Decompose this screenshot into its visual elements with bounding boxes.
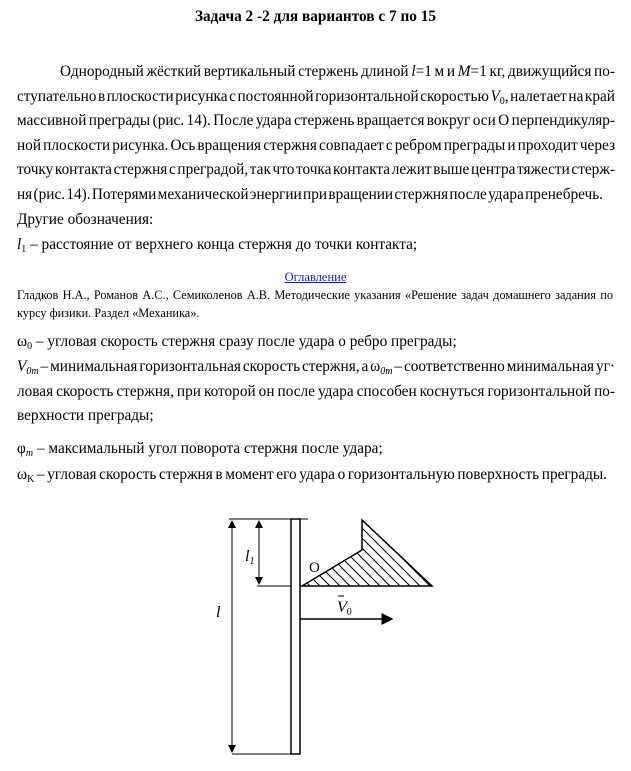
text-line: верхности преграды; bbox=[17, 407, 154, 424]
text-line: ловая скорость стержня, при которой он после удара способен коснуться горизонтальной по- bbox=[17, 383, 615, 400]
text-line: $V_{0m}$ – минимальная горизонтальная скорость стержня, а $\omega_{0m}$ – соответственно минимальная уг· bbox=[17, 358, 616, 377]
footer-line: Гладков Н.А., Романов А.С., Семиколенов А.В. Методические указания «Решение задач домашнего задания по bbox=[17, 288, 613, 302]
label-l: l bbox=[216, 604, 221, 621]
text-line: точку контакта стержня с преградой, так что точка контакта лежит выше центра тяжести стерж- bbox=[17, 161, 615, 178]
text-line: массивной преграды (рис. 14). После удара стержень вращается вокруг оси О перпендикуляр- bbox=[17, 112, 615, 129]
label-l1: l1 bbox=[245, 548, 255, 567]
footer-line: курсу физики. Раздел «Механика». bbox=[17, 306, 200, 320]
text-line: $\varphi_m$ – максимальный угол поворота стержня после удара; bbox=[17, 440, 383, 459]
text-line: ной плоскости рисунка. Ось вращения стержня совпадает с ребром преграды и проходит через bbox=[17, 137, 615, 154]
label-V0: V0 bbox=[337, 599, 352, 618]
table-of-contents-link[interactable]: Оглавление bbox=[284, 270, 347, 284]
page-title: Задача 2 -2 для вариантов с 7 по 15 bbox=[194, 8, 437, 25]
text-line: $\omega_0$ – угловая скорость стержня сразу после удара о ребро преграды; bbox=[17, 333, 457, 352]
text-line: $\omega_K$ – угловая скорость стержня в момент его удара о горизонтальную поверхность преграды. bbox=[17, 466, 607, 485]
label-O: O bbox=[309, 560, 320, 576]
text-line: Другие обозначения: bbox=[17, 211, 154, 228]
text-line: $l_1$ – расстояние от верхнего конца стержня до точки контакта; bbox=[17, 236, 418, 255]
text-line: ступательно в плоскости рисунка с постоянной горизонтальной скоростью $V_0$, налетает на край bbox=[17, 88, 615, 107]
text-line: Однородный жёсткий вертикальный стержень длиной l=1 м и M=1 кг, движущийся по- bbox=[60, 63, 615, 80]
text-line: ня (рис. 14). Потерями механической энергии при вращении стержня после удара пренебречь. bbox=[17, 186, 603, 203]
rod bbox=[291, 519, 300, 754]
